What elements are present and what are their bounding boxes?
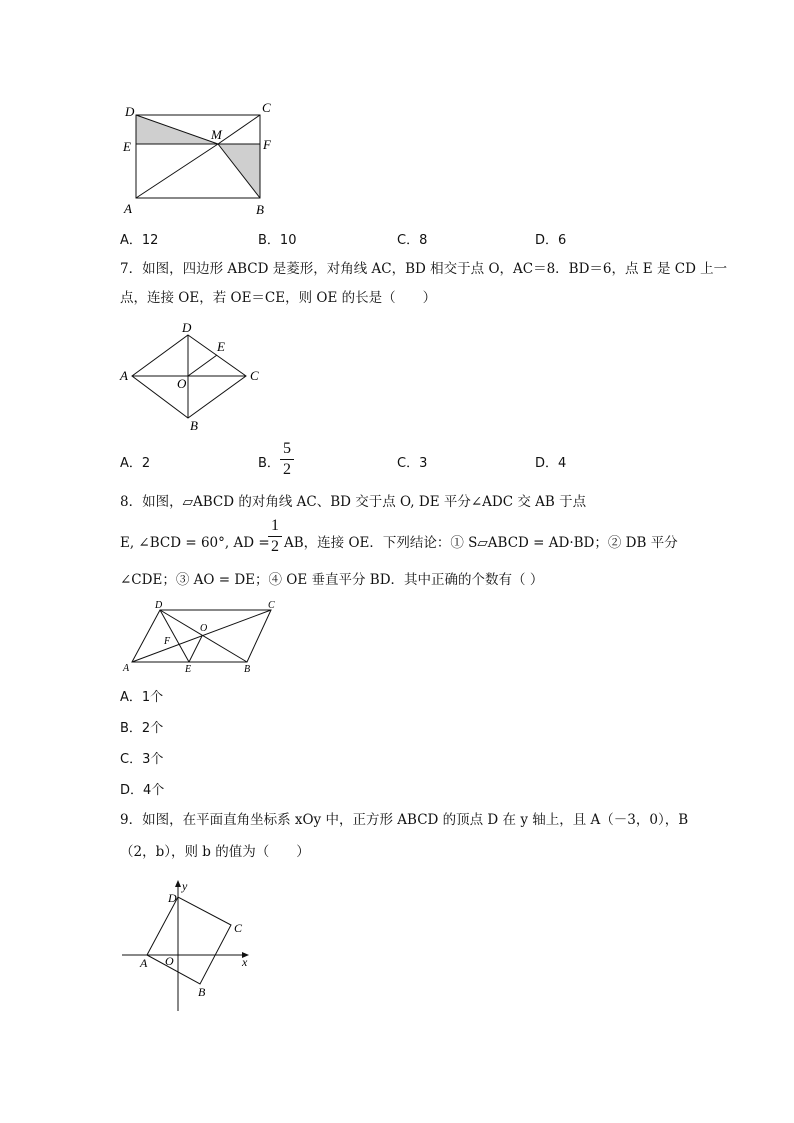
q6-option-b: B．10: [258, 233, 297, 248]
q9-y-arrow: [175, 880, 181, 887]
q6-label-m: M: [211, 127, 222, 142]
q7-option-a: A．2: [120, 456, 151, 471]
q6-line-cm: [218, 115, 260, 144]
q7-label-o: O: [177, 376, 187, 391]
q9-question-line1: 9．如图，在平面直角坐标系 xOy 中，正方形 ABCD 的顶点 D 在 y 轴上，且 A（－3，0），B: [120, 812, 689, 828]
q7-question-line2: 点，连接 OE，若 OE＝CE，则 OE 的长是（ ）: [120, 290, 437, 306]
q8-label-f: F: [164, 636, 171, 647]
q6-line-am: [136, 144, 218, 198]
q8-question-line3: ∠CDE；③ AO = DE；④ OE 垂直平分 BD．其中正确的个数有（ ）: [120, 572, 544, 588]
q9-square: [147, 897, 231, 984]
q8-label-b: B: [244, 664, 251, 675]
q8-question-line2-b: AB，连接 OE．下列结论：① S▱ABCD = AD·BD；② DB 平分: [284, 535, 678, 551]
q7-option-b-fraction: [280, 440, 294, 479]
q6-option-a: A．12: [120, 233, 159, 248]
q8-label-e: E: [185, 664, 192, 675]
fraction-denominator: 2: [271, 538, 279, 555]
q8-label-a: A: [123, 663, 130, 674]
q8-question-line1: 8．如图，▱ABCD 的对角线 AC、BD 交于点 O, DE 平分∠ADC 交 AB 于点: [120, 494, 587, 510]
q9-figure: [118, 874, 258, 1016]
fraction-numerator: 5: [283, 440, 291, 457]
q7-option-c: C．3: [397, 456, 428, 471]
q8-figure: [118, 598, 283, 678]
q6-label-c: C: [262, 100, 271, 115]
q8-fraction-half: [268, 517, 282, 556]
q6-label-f: F: [263, 137, 271, 152]
q9-label-x: x: [242, 955, 248, 969]
q9-label-a: A: [140, 956, 148, 970]
q9-question-line2: （2，b），则 b 的值为（ ）: [120, 844, 310, 860]
q7-segment-oe: [188, 355, 217, 376]
q8-option-c: C．3个: [120, 752, 164, 767]
q7-label-e: E: [217, 339, 225, 354]
q6-option-c: C．8: [397, 233, 428, 248]
q8-question-line2-a: E, ∠BCD = 60°, AD =: [120, 535, 270, 551]
q7-label-d: D: [182, 320, 192, 335]
q8-label-c: C: [268, 600, 275, 611]
q8-label-d: D: [155, 600, 163, 611]
q6-label-d: D: [125, 104, 135, 119]
q8-option-a: A．1个: [120, 690, 164, 705]
fraction-denominator: 2: [283, 461, 291, 478]
q6-figure: [118, 98, 283, 220]
q7-option-d: D．4: [535, 456, 567, 471]
q9-label-o: O: [165, 954, 174, 968]
q7-label-b: B: [190, 418, 198, 433]
q8-option-d: D．4个: [120, 783, 165, 798]
q6-option-d: D．6: [535, 233, 567, 248]
q8-option-b: B．2个: [120, 721, 164, 736]
fraction-bar: [280, 459, 294, 460]
q9-label-d: D: [168, 891, 177, 905]
q9-label-b: B: [198, 985, 206, 999]
q8-label-o: O: [200, 623, 208, 634]
q6-label-a: A: [124, 201, 132, 216]
q8-diagonal-bd: [160, 610, 247, 662]
q7-label-c: C: [250, 368, 259, 383]
q9-label-c: C: [234, 921, 243, 935]
q6-label-b: B: [256, 202, 264, 217]
q9-label-y: y: [182, 879, 188, 893]
q7-figure: [118, 318, 268, 436]
fraction-numerator: 1: [271, 517, 279, 534]
q7-question-line1: 7．如图，四边形 ABCD 是菱形，对角线 AC，BD 相交于点 O，AC＝8．BD＝6，点 E 是 CD 上一: [120, 261, 728, 277]
fraction-bar: [268, 536, 282, 537]
q7-option-b: B．: [258, 456, 280, 471]
q6-label-e: E: [123, 139, 131, 154]
q7-label-a: A: [120, 368, 128, 383]
